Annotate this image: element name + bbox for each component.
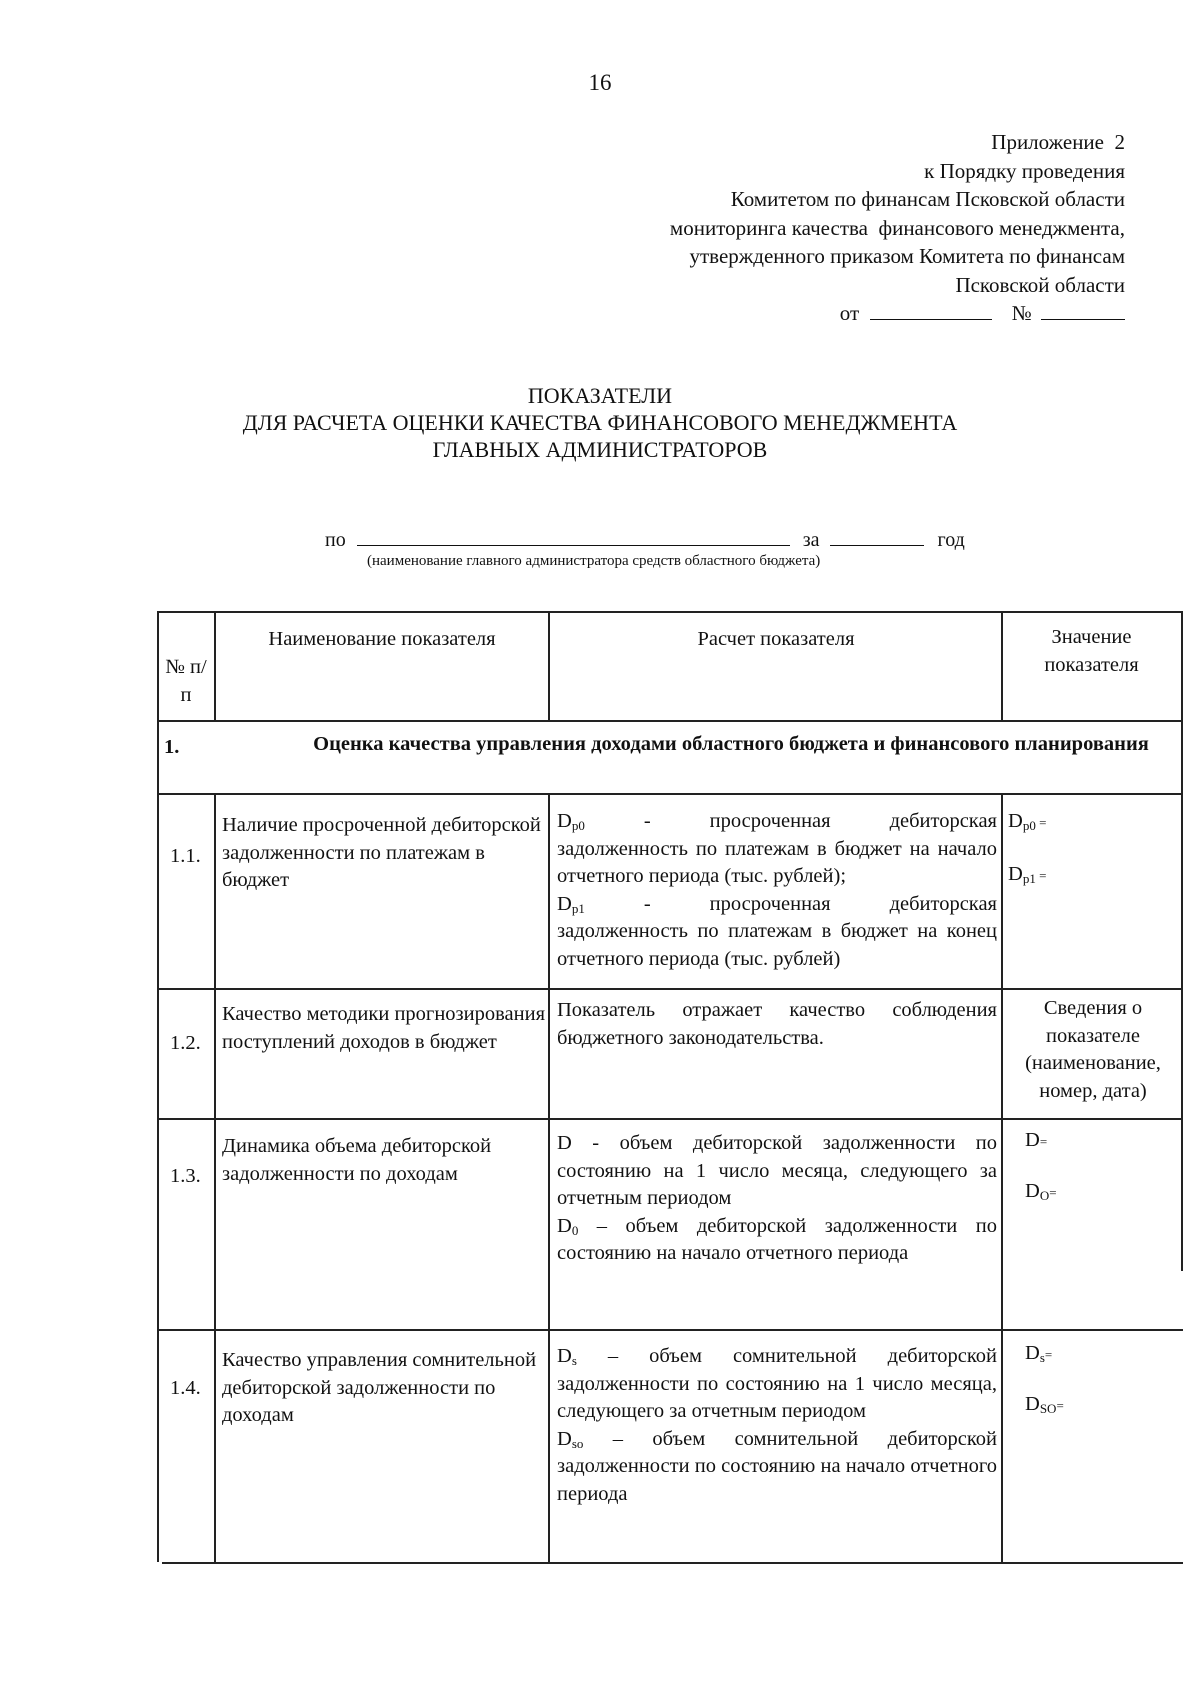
- word: дебиторская: [889, 810, 997, 832]
- calc-text: D - объем дебиторской задолженности по состоянию на 1 число месяца, следующего за отчетным периодом: [557, 1132, 997, 1209]
- word: просроченная: [709, 892, 831, 915]
- word: дебиторская: [889, 892, 997, 915]
- row-value: Сведения о показателе (наименование, номер, дата): [1025, 997, 1161, 1102]
- symbol: $D_{p0}$: [557, 810, 585, 833]
- header-name: Наименование показателя: [268, 628, 496, 650]
- row-calc: [557, 1343, 997, 1508]
- table-border: [157, 611, 1183, 613]
- appendix-line: к Порядку проведения: [924, 158, 1125, 183]
- value-line: $D_{p0}$ =: [1008, 810, 1047, 833]
- title-line: ГЛАВНЫХ АДМИНИСТРАТОРОВ: [432, 437, 768, 462]
- table-border: [157, 1118, 1183, 1120]
- value-line: $D_{p1}$ =: [1008, 862, 1047, 886]
- row-calc: [557, 1130, 997, 1268]
- table-border: [157, 720, 1183, 722]
- calc-text: $D_s$ – объем сомнительной дебиторской задолженности по состоянию на 1 число месяца, следующего за отчетным периодом: [557, 1345, 997, 1422]
- calc-line: [557, 808, 997, 836]
- year-blank: [830, 525, 924, 546]
- dash: -: [643, 810, 651, 832]
- year-label: год: [937, 529, 965, 551]
- header-num: № п/п: [165, 656, 207, 706]
- header-calc: Расчет показателя: [697, 628, 855, 650]
- value-line: $D_{SO}=$: [1025, 1392, 1064, 1416]
- date-blank: [870, 299, 992, 320]
- row-value: [1008, 808, 1178, 889]
- calc-text: $D_0$ – объем дебиторской задолженности по состоянию на начало отчетного периода: [557, 1214, 997, 1264]
- calc-text: задолженность по платежам в бюджет на конец отчетного периода (тыс. рублей): [557, 920, 997, 970]
- value-line: $D_s=$: [1025, 1342, 1053, 1365]
- from-label: от: [839, 301, 860, 325]
- number-label: №: [1011, 301, 1032, 325]
- section-num: 1.: [164, 736, 180, 758]
- appendix-block: [670, 128, 1125, 328]
- table-border: [157, 988, 1183, 990]
- row-name: Наличие просроченной дебиторской задолженности по платежам в бюджет: [222, 814, 541, 891]
- calc-text: задолженность по платежам в бюджет на начало отчетного периода (тыс. рублей);: [557, 837, 997, 887]
- calc-line: [557, 891, 997, 919]
- administrator-line: [325, 525, 965, 552]
- po-label: по: [325, 529, 346, 551]
- section-title: Оценка качества управления доходами областного бюджета и финансового планирования: [313, 733, 1149, 755]
- row-name: Качество управления сомнительной дебиторской задолженности по доходам: [222, 1349, 537, 1426]
- title-line: ПОКАЗАТЕЛИ: [527, 383, 673, 408]
- table-border: [1181, 611, 1183, 1271]
- row-name: Динамика объема дебиторской задолженности по доходам: [222, 1135, 492, 1185]
- number-blank: [1041, 299, 1125, 320]
- appendix-line: утвержденного приказом Комитета по финансам: [689, 244, 1125, 268]
- title-line: ДЛЯ РАСЧЕТА ОЦЕНКИ КАЧЕСТВА ФИНАНСОВОГО МЕНЕДЖМЕНТА: [242, 410, 958, 435]
- row-num: 1.3.: [170, 1165, 201, 1187]
- row-num: 1.1.: [170, 845, 201, 867]
- page-number: 16: [588, 70, 612, 95]
- appendix-line: Псковской области: [955, 272, 1125, 297]
- row-name: Качество методики прогнозирования поступлений доходов в бюджет: [222, 1003, 545, 1053]
- administrator-blank: [357, 525, 790, 546]
- calc-text: $D_{so}$ – объем сомнительной дебиторской задолженности по состоянию на начало отчетного периода: [557, 1427, 997, 1505]
- row-calc: [557, 808, 997, 973]
- za-label: за: [802, 529, 820, 551]
- row-value: [1025, 1127, 1175, 1206]
- table-border: [214, 611, 216, 721]
- document-title: [0, 382, 1200, 463]
- table-border: [157, 793, 1183, 795]
- appendix-line: мониторинга качества финансового менеджмента,: [669, 215, 1125, 240]
- appendix-date-line: [670, 299, 1125, 328]
- row-value: [1025, 1340, 1175, 1419]
- value-line: $D_O=$: [1025, 1179, 1057, 1203]
- appendix-line: Приложение 2: [991, 130, 1125, 154]
- header-value: Значение показателя: [1044, 626, 1139, 676]
- table-border: [548, 611, 550, 721]
- table-border: [157, 611, 159, 1562]
- value-line: D=: [1025, 1129, 1048, 1151]
- dash: -: [643, 892, 651, 915]
- row-num: 1.2.: [170, 1032, 201, 1054]
- appendix-line: Комитетом по финансам Псковской области: [730, 187, 1125, 211]
- administrator-caption: (наименование главного администратора средств областного бюджета): [367, 553, 821, 569]
- table-border: [548, 793, 550, 1563]
- table-border: [1001, 611, 1003, 721]
- row-num: 1.4.: [170, 1377, 201, 1399]
- table-border: [162, 1562, 1183, 1564]
- table-border: [1001, 793, 1003, 1563]
- symbol: $D_{p1}$: [557, 892, 585, 916]
- word: просроченная: [709, 810, 831, 832]
- table-border: [214, 793, 216, 1563]
- row-calc: Показатель отражает качество соблюдения бюджетного законодательства.: [557, 999, 997, 1049]
- table-border: [157, 1329, 1183, 1331]
